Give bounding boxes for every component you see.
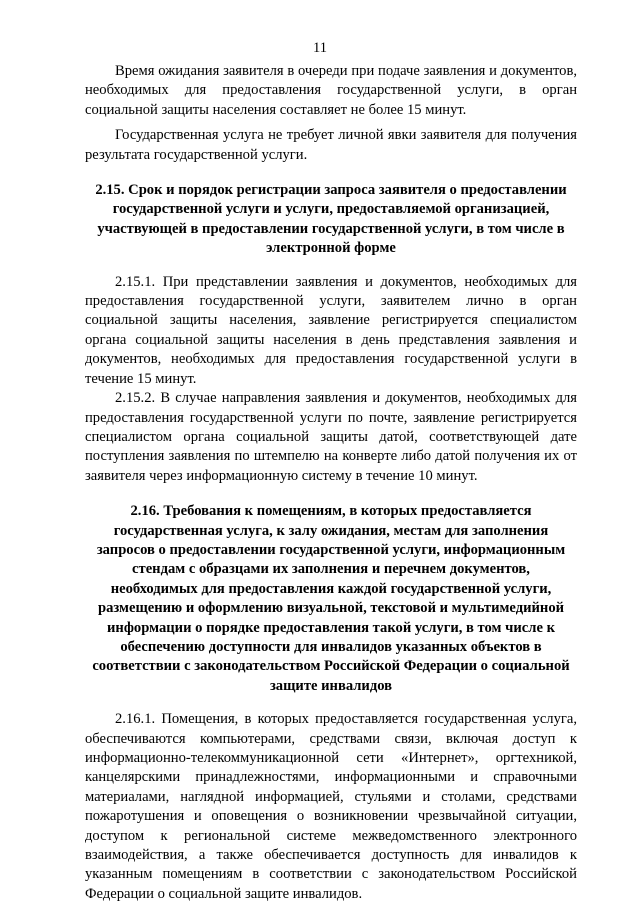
- paragraph-no-personal-appearance: Государственная услуга не требует личной явки заявителя для получения результата государственной услуги.: [85, 127, 577, 163]
- paragraph-waiting-time: Время ожидания заявителя в очереди при подаче заявления и документов, необходимых для предоставления государственной услуги, в орган социальной защиты населения составляет не более 15 минут.: [85, 63, 577, 118]
- section-heading-2-15: 2.15. Срок и порядок регистрации запроса заявителя о предоставлении государственной услуги и услуги, предоставляемой организацией, участвующей в предоставлении государственной услуги, в том числе в электронной форме: [95, 182, 567, 257]
- spacer: [85, 486, 577, 502]
- section-heading-2-16: 2.16. Требования к помещениям, в которых предоставляется государственная услуга, к залу ожидания, местам для заполнения запросов о предоставлении государственной услуги, информационным стендам с образцами их заполнения и перечнем документов, необходимых для предоставления каждой государственной услуги, размещению и оформлению визуальной, текстовой и мультимедийной информации о порядке предоставления такой услуги, в том числе к обеспечению доступности для инвалидов указанных объектов в соответствии с законодательством Российской Федерации о социальной защите инвалидов: [92, 503, 570, 694]
- paragraph-2-15-2: 2.15.2. В случае направления заявления и документов, необходимых для предоставления государственной услуги по почте, заявление регистрируется специалистом органа социальной защиты датой, соответствующей дате поступления заявления по штемпелю на конверте либо датой получения их от заявителя через информационную систему в течение 10 минут.: [85, 390, 577, 484]
- spacer: [85, 165, 577, 181]
- document-body: [85, 62, 577, 904]
- paragraph-2-16-1: 2.16.1. Помещения, в которых предоставляется государственная услуга, обеспечиваются компьютерами, средствами связи, включая доступ к информационно-телекоммуникационной сети «Интернет», оргтехникой, канцелярскими принадлежностями, информационными и справочными материалами, наглядной информацией, стульями и столами, средствами пожаротушения и оповещения о возникновении чрезвычайной ситуации, доступом к региональной системе межведомственного электронного взаимодействия, а также обеспечивается доступность для инвалидов к указанным помещениям в соответствии с законодательством Российской Федерации о социальной защите инвалидов.: [85, 711, 577, 902]
- paragraph-2-15-1: 2.15.1. При представлении заявления и документов, необходимых для предоставления государственной услуги, заявителем лично в орган социальной защиты населения, заявление регистрируется специалистом органа социальной защиты населения в день представления заявления и документов, необходимых для предоставления государственной услуги в течение 15 минут.: [85, 273, 577, 387]
- spacer: [85, 696, 577, 710]
- page-number: 11: [313, 40, 327, 56]
- spacer: [85, 259, 577, 273]
